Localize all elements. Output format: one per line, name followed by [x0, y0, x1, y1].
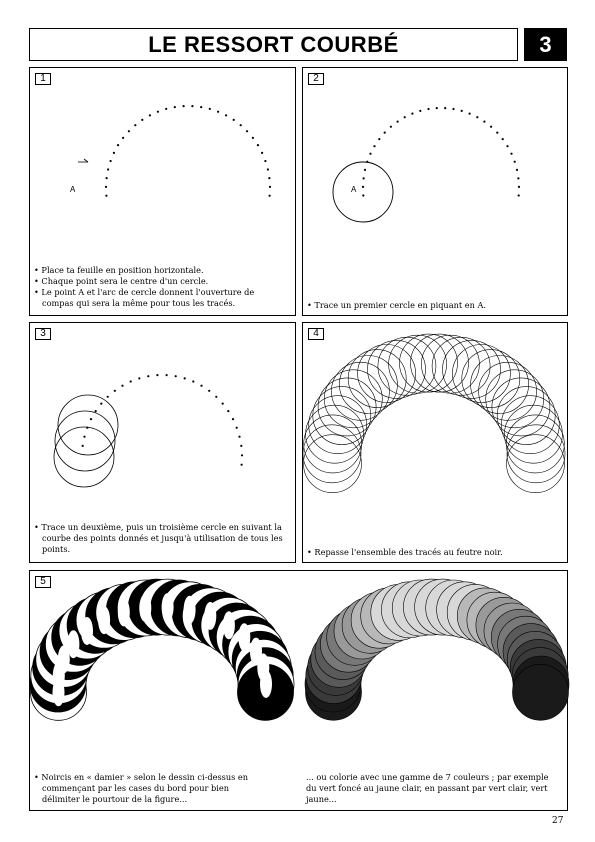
- arc-point: [257, 144, 259, 146]
- caption-line: • Trace un deuxième, puis un troisième cercle en suivant la courbe des points donnés et jusqu'à utilisation de tous les points.: [34, 522, 283, 554]
- arc-point: [444, 107, 446, 109]
- arc-point: [241, 454, 243, 456]
- arc-point: [209, 108, 211, 110]
- arc-point: [264, 160, 266, 162]
- panel-label: 5: [35, 576, 51, 588]
- point-a-label: A: [70, 185, 76, 194]
- arc-point: [363, 177, 365, 179]
- arc-point: [105, 195, 107, 197]
- spring-circle: [432, 337, 490, 395]
- spring-circle: [507, 435, 565, 493]
- arc-point: [95, 410, 97, 412]
- arc-point: [100, 403, 102, 405]
- panel-caption: [34, 265, 274, 309]
- checker-cell: [81, 617, 93, 645]
- arc-point: [252, 137, 254, 139]
- arc-point: [518, 194, 520, 196]
- caption-line: ... ou colorie avec une gamme de 7 couleurs ; par exemple du vert foncé au jaune clair, en passant par vert clair, vert jaune...: [306, 772, 549, 804]
- panel-1: [29, 67, 296, 316]
- spring-circle: [306, 405, 364, 463]
- panel-caption: [34, 522, 288, 555]
- arc-point: [502, 138, 504, 140]
- checker-cell: [223, 611, 235, 639]
- spring-circles: [303, 334, 565, 493]
- spring-circle: [501, 396, 559, 454]
- arc-point: [373, 145, 375, 147]
- spring-circle: [506, 415, 564, 473]
- arc-point: [490, 126, 492, 128]
- arc-point: [117, 144, 119, 146]
- arc-point: [506, 145, 508, 147]
- checker-cell: [98, 606, 110, 634]
- arc-point: [236, 427, 238, 429]
- spring-circle: [304, 435, 362, 493]
- panel-label: 3: [35, 328, 51, 340]
- arc-point: [156, 374, 158, 376]
- arc-point: [261, 152, 263, 154]
- arc-point: [411, 113, 413, 115]
- arc-point: [436, 107, 438, 109]
- arc-point: [147, 375, 149, 377]
- arc-point: [134, 124, 136, 126]
- checker-cell: [184, 596, 196, 624]
- arc-point: [128, 130, 130, 132]
- panel-4: [302, 322, 568, 563]
- caption-line: • Repasse l'ensemble des tracés au feutre noir.: [307, 547, 503, 557]
- arc-point: [246, 130, 248, 132]
- checker-cell: [238, 623, 250, 651]
- arc-point: [157, 111, 159, 113]
- arc-point: [267, 168, 269, 170]
- arc-point: [461, 110, 463, 112]
- arc-point: [496, 132, 498, 134]
- arc-point: [516, 169, 518, 171]
- spring-circle: [304, 415, 362, 473]
- page-title: LE RESSORT COURBÉ: [148, 31, 399, 57]
- arc-point: [517, 177, 519, 179]
- caption-line: • Trace un premier cercle en piquant en A.: [307, 300, 486, 310]
- arc-point: [174, 106, 176, 108]
- arc-point: [427, 108, 429, 110]
- arc-point: [183, 105, 185, 107]
- arc-point: [138, 377, 140, 379]
- panel-caption: [307, 300, 562, 311]
- caption-line: • Place ta feuille en position horizontale.: [34, 265, 204, 275]
- spring-circle: [303, 425, 361, 483]
- arc-point: [419, 110, 421, 112]
- arc-point: [238, 436, 240, 438]
- arc-point: [232, 418, 234, 420]
- arc-point: [166, 374, 168, 376]
- spring-circle: [443, 340, 501, 398]
- arc-point: [452, 108, 454, 110]
- caption-line: • Noircis en « damier » selon le dessin ci-dessus en commençant par les cases du bord pour bien délimiter le pourtour de la figure...: [34, 772, 249, 804]
- arc-point: [175, 375, 177, 377]
- traced-circle: [55, 411, 115, 471]
- panel-caption: [307, 547, 562, 558]
- arc-point: [200, 385, 202, 387]
- arc-point: [240, 445, 242, 447]
- arc-point: [518, 186, 520, 188]
- arc-point: [510, 153, 512, 155]
- panel-caption-right: [306, 772, 556, 805]
- arc-point: [215, 396, 217, 398]
- arc-point: [107, 396, 109, 398]
- arc-point: [113, 152, 115, 154]
- spring-circle: [309, 396, 367, 454]
- arc-point: [105, 186, 107, 188]
- panel-label: 4: [308, 328, 324, 340]
- panel-3: [29, 322, 296, 563]
- panel-caption-left: [34, 772, 264, 805]
- arc-point: [83, 436, 85, 438]
- arc-point: [269, 186, 271, 188]
- spring-circle: [462, 350, 520, 408]
- spring-circle: [504, 405, 562, 463]
- point-a-label: A: [351, 185, 357, 194]
- checker-cell: [162, 593, 174, 621]
- arc-point: [476, 116, 478, 118]
- arc-point: [141, 119, 143, 121]
- spring-circle: [348, 350, 406, 408]
- panel-2: [302, 67, 568, 316]
- arc-point: [378, 138, 380, 140]
- panel-label: 1: [35, 73, 51, 85]
- checkerboard-spring: [30, 579, 294, 720]
- caption-line: • Le point A et l'arc de cercle donnent l'ouverture de compas qui sera la même pour tous les tracés.: [34, 287, 255, 308]
- arc-point: [217, 111, 219, 113]
- arc-point: [241, 464, 243, 466]
- arc-point: [107, 168, 109, 170]
- arc-point: [222, 403, 224, 405]
- panel-5: [29, 570, 568, 811]
- arc-point: [469, 113, 471, 115]
- arc-point: [122, 137, 124, 139]
- caption-line: • Chaque point sera le centre d'un cercle.: [34, 276, 209, 286]
- sheet-number: 3: [524, 28, 567, 61]
- arc-point: [384, 132, 386, 134]
- page-number: 27: [552, 816, 564, 826]
- arc-point: [225, 114, 227, 116]
- arc-point: [362, 186, 364, 188]
- spring-circle: [358, 345, 416, 403]
- arc-point: [191, 105, 193, 107]
- arc-point: [200, 106, 202, 108]
- traced-circles: [54, 395, 118, 487]
- traced-circle: [58, 395, 118, 455]
- arc-point: [192, 380, 194, 382]
- arc-point: [369, 153, 371, 155]
- first-circle: [333, 162, 393, 222]
- arc-point: [90, 418, 92, 420]
- arc-point: [269, 195, 271, 197]
- spring-circle: [378, 337, 436, 395]
- arc-point: [130, 380, 132, 382]
- checker-cell: [118, 598, 130, 626]
- spring-circle: [452, 345, 510, 403]
- arc-point: [114, 390, 116, 392]
- checker-cell: [260, 670, 272, 698]
- spring-circle: [507, 425, 565, 483]
- arc-point: [483, 121, 485, 123]
- checker-cell: [67, 630, 79, 658]
- arc-point: [106, 177, 108, 179]
- arc-point: [233, 119, 235, 121]
- arc-point: [404, 116, 406, 118]
- arc-point: [227, 410, 229, 412]
- gradient-spring: [305, 579, 569, 720]
- first-circle-diagram: [303, 68, 569, 317]
- arc-point: [397, 121, 399, 123]
- arc-point: [268, 177, 270, 179]
- gradient-circle: [513, 664, 569, 720]
- arc-point: [121, 385, 123, 387]
- arc-point: [208, 390, 210, 392]
- arc-point: [364, 169, 366, 171]
- arc-point: [149, 114, 151, 116]
- arc-point: [184, 377, 186, 379]
- arc-points: [105, 105, 271, 197]
- checker-cell: [139, 594, 151, 622]
- arc-point: [165, 108, 167, 110]
- arc-points: [362, 107, 520, 197]
- page-title-box: [29, 28, 518, 61]
- checker-cell: [204, 602, 216, 630]
- arc-point: [514, 161, 516, 163]
- arc-point: [240, 124, 242, 126]
- arc-point: [390, 126, 392, 128]
- arc-point: [82, 445, 84, 447]
- full-spring-diagram: [303, 323, 569, 564]
- arc-point: [362, 194, 364, 196]
- arc-point: [110, 160, 112, 162]
- panel-label: 2: [308, 73, 324, 85]
